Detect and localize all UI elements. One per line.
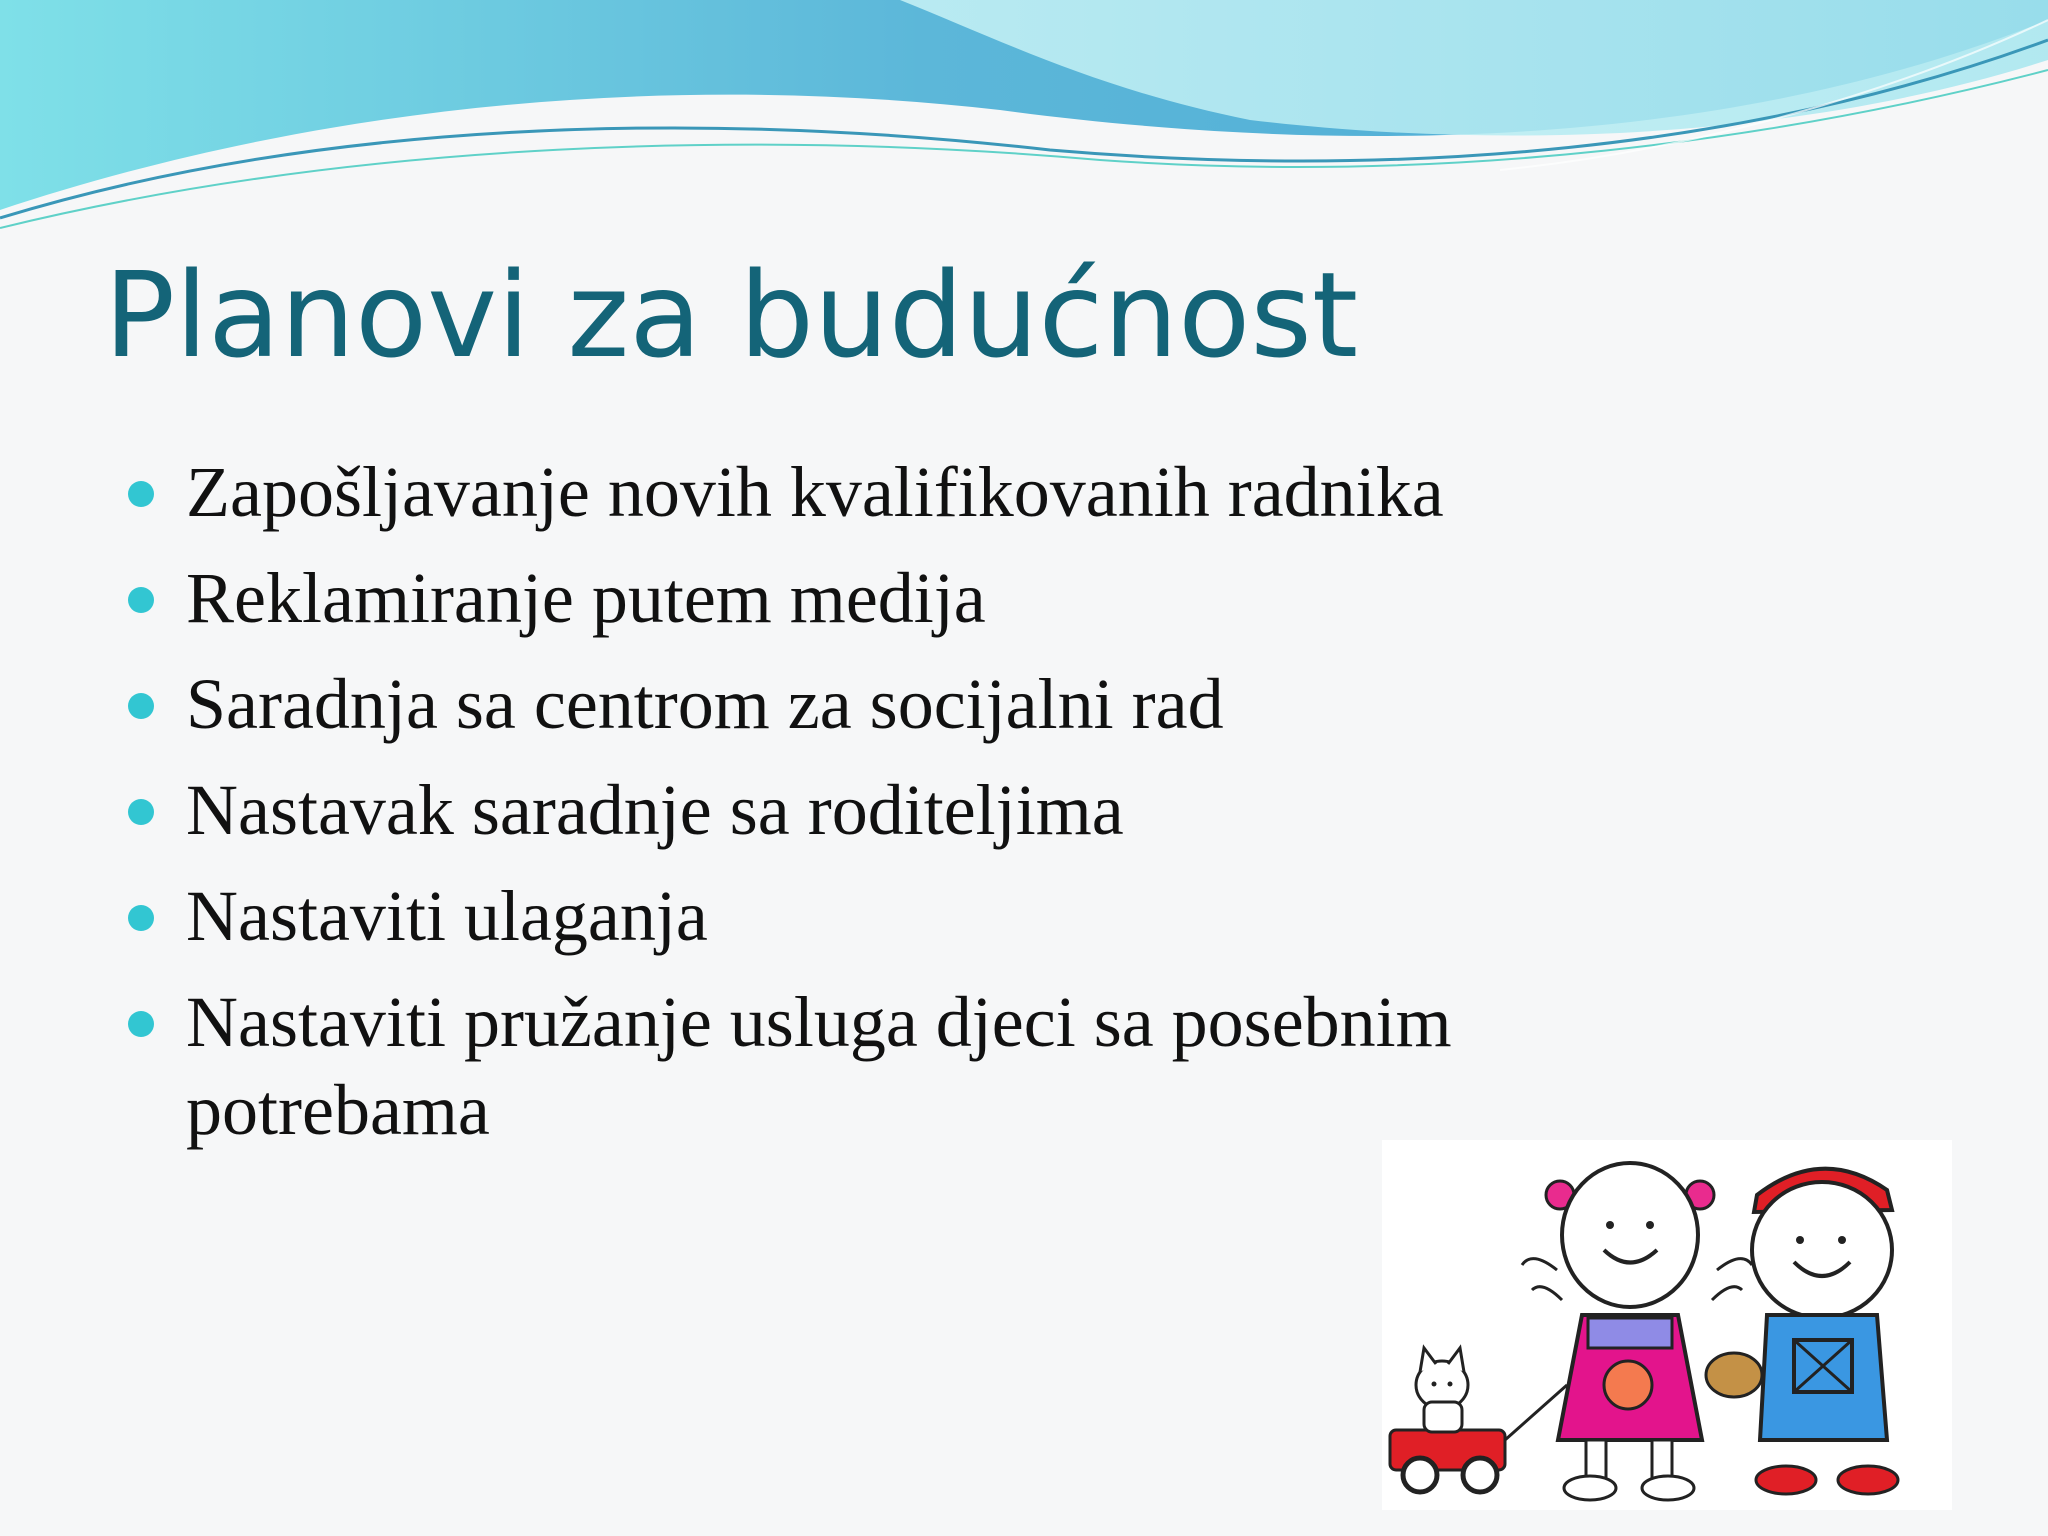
- bullet-item: [128, 554, 1628, 642]
- bullet-item: [128, 660, 1628, 748]
- bullet-dot-icon: [128, 481, 154, 507]
- bullet-text: Nastaviti pružanje usluga djeci sa posebnim potrebama: [186, 982, 1452, 1150]
- bullet-item: [128, 978, 1628, 1154]
- bullet-text: Zapošljavanje novih kvalifikovanih radnika: [186, 452, 1444, 532]
- bullet-text: Nastavak saradnje sa roditeljima: [186, 770, 1124, 850]
- bullet-text: Saradnja sa centrom za socijalni rad: [186, 664, 1224, 744]
- bullet-item: [128, 766, 1628, 854]
- header-wave-decoration: [0, 0, 2048, 240]
- bullet-text: Reklamiranje putem medija: [186, 558, 986, 638]
- bullet-item: [128, 448, 1628, 536]
- bullet-dot-icon: [128, 587, 154, 613]
- kids-cartoon-icon: [1382, 1140, 1952, 1510]
- bullet-dot-icon: [128, 905, 154, 931]
- slide-title: Planovi za budućnost: [104, 246, 1359, 384]
- bullet-item: [128, 872, 1628, 960]
- bullet-dot-icon: [128, 693, 154, 719]
- bullet-dot-icon: [128, 799, 154, 825]
- bullet-text: Nastaviti ulaganja: [186, 876, 708, 956]
- bullet-dot-icon: [128, 1011, 154, 1037]
- bullet-list: [128, 448, 1628, 1172]
